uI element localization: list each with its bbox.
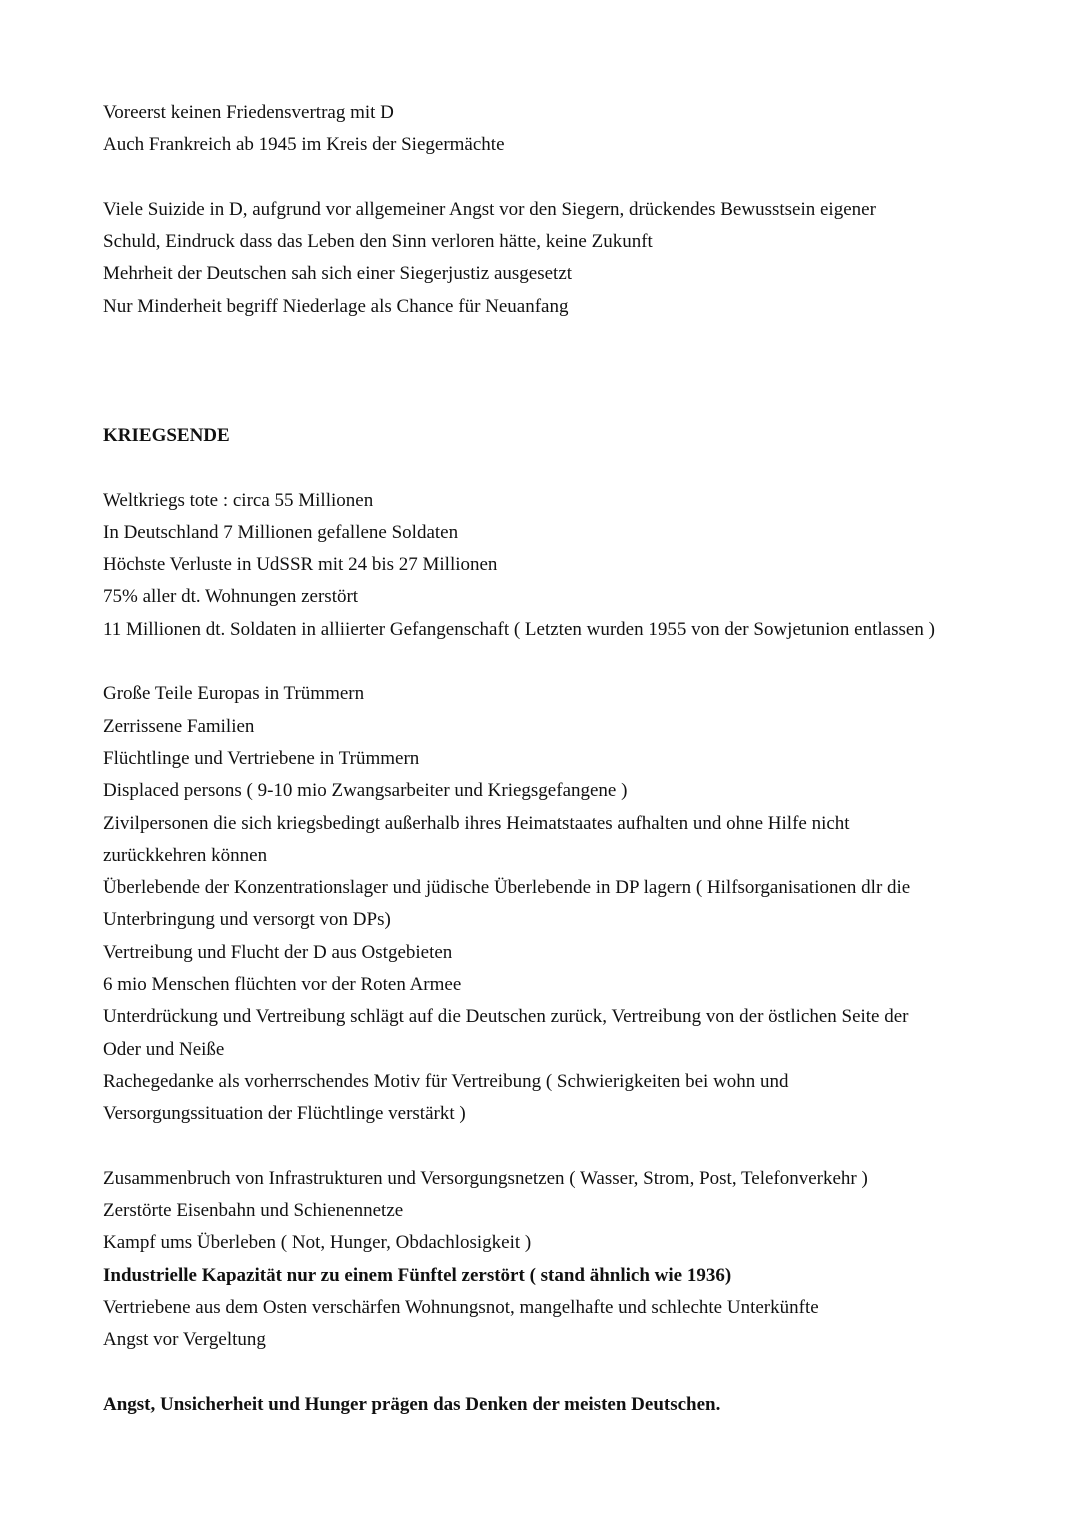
- text-line: Voreerst keinen Friedensvertrag mit D: [103, 102, 394, 123]
- conclusion-line: Angst, Unsicherheit und Hunger prägen das Denken der meisten Deutschen.: [103, 1393, 721, 1415]
- text-line: Unterdrückung und Vertreibung schlägt auf die Deutschen zurück, Vertreibung von der östlichen Seite der: [103, 1006, 909, 1028]
- text-line: Weltkriegs tote : circa 55 Millionen: [103, 489, 374, 511]
- text-line: Höchste Verluste in UdSSR mit 24 bis 27 Millionen: [103, 554, 498, 576]
- text-line: 11 Millionen dt. Soldaten in alliierter Gefangenschaft ( Letzten wurden 1955 von der Sowjetunion entlassen ): [103, 618, 935, 640]
- paragraph-gap: [103, 1357, 1003, 1389]
- losses-section: [103, 485, 1003, 646]
- document-page: [103, 97, 1003, 1421]
- text-line: Viele Suizide in D, aufgrund vor allgemeiner Angst vor den Siegern, drückendes Bewusstsein eigener: [103, 198, 876, 220]
- text-line: Oder und Neiße: [103, 1038, 225, 1060]
- paragraph-gap: [103, 646, 1003, 678]
- text-line: Mehrheit der Deutschen sah sich einer Siegerjustiz ausgesetzt: [103, 263, 573, 285]
- paragraph-gap: [103, 162, 1003, 194]
- text-line: Zusammenbruch von Infrastrukturen und Versorgungsnetzen ( Wasser, Strom, Post, Telefonverkehr ): [103, 1167, 868, 1189]
- paragraph-gap: [103, 1131, 1003, 1163]
- text-line: Große Teile Europas in Trümmern: [103, 683, 365, 705]
- infrastructure-section: [103, 1163, 1003, 1357]
- text-line: Auch Frankreich ab 1945 im Kreis der Siegermächte: [103, 134, 505, 156]
- text-line: Versorgungssituation der Flüchtlinge verstärkt ): [103, 1103, 466, 1125]
- text-line: Flüchtlinge und Vertriebene in Trümmern: [103, 747, 420, 769]
- text-line: Angst vor Vergeltung: [103, 1329, 266, 1351]
- text-line: Vertriebene aus dem Osten verschärfen Wohnungsnot, mangelhafte und schlechte Unterkünfte: [103, 1296, 819, 1318]
- paragraph-gap: [103, 452, 1003, 484]
- text-line: Schuld, Eindruck dass das Leben den Sinn verloren hätte, keine Zukunft: [103, 231, 653, 253]
- text-line: Zerrissene Familien: [103, 715, 255, 737]
- text-line: Kampf ums Überleben ( Not, Hunger, Obdachlosigkeit ): [103, 1232, 532, 1254]
- text-line: 6 mio Menschen flüchten vor der Roten Armee: [103, 974, 462, 996]
- text-line: Zerstörte Eisenbahn und Schienennetze: [103, 1200, 404, 1222]
- paragraph-gap: [103, 323, 1003, 420]
- text-line: Displaced persons ( 9-10 mio Zwangsarbeiter und Kriegsgefangene ): [103, 780, 628, 802]
- section-heading: KRIEGSENDE: [103, 424, 230, 446]
- text-line: Nur Minderheit begriff Niederlage als Chance für Neuanfang: [103, 295, 569, 317]
- text-line: Unterbringung und versorgt von DPs): [103, 909, 391, 931]
- text-line: Überlebende der Konzentrationslager und jüdische Überlebende in DP lagern ( Hilfsorganisationen dlr die: [103, 877, 911, 899]
- intro-section: [103, 97, 1003, 162]
- text-line: Vertreibung und Flucht der D aus Ostgebieten: [103, 941, 453, 963]
- europe-section: [103, 678, 1003, 1130]
- text-line: 75% aller dt. Wohnungen zerstört: [103, 586, 359, 608]
- emphasized-line: Industrielle Kapazität nur zu einem Fünftel zerstört ( stand ähnlich wie 1936): [103, 1264, 732, 1286]
- text-line: Rachegedanke als vorherrschendes Motiv für Vertreibung ( Schwierigkeiten bei wohn und: [103, 1070, 789, 1092]
- text-line: zurückkehren können: [103, 844, 268, 866]
- text-line: In Deutschland 7 Millionen gefallene Soldaten: [103, 521, 459, 543]
- text-line: Zivilpersonen die sich kriegsbedingt außerhalb ihres Heimatstaates aufhalten und ohne Hilfe nicht: [103, 812, 850, 834]
- mood-section: [103, 194, 1003, 323]
